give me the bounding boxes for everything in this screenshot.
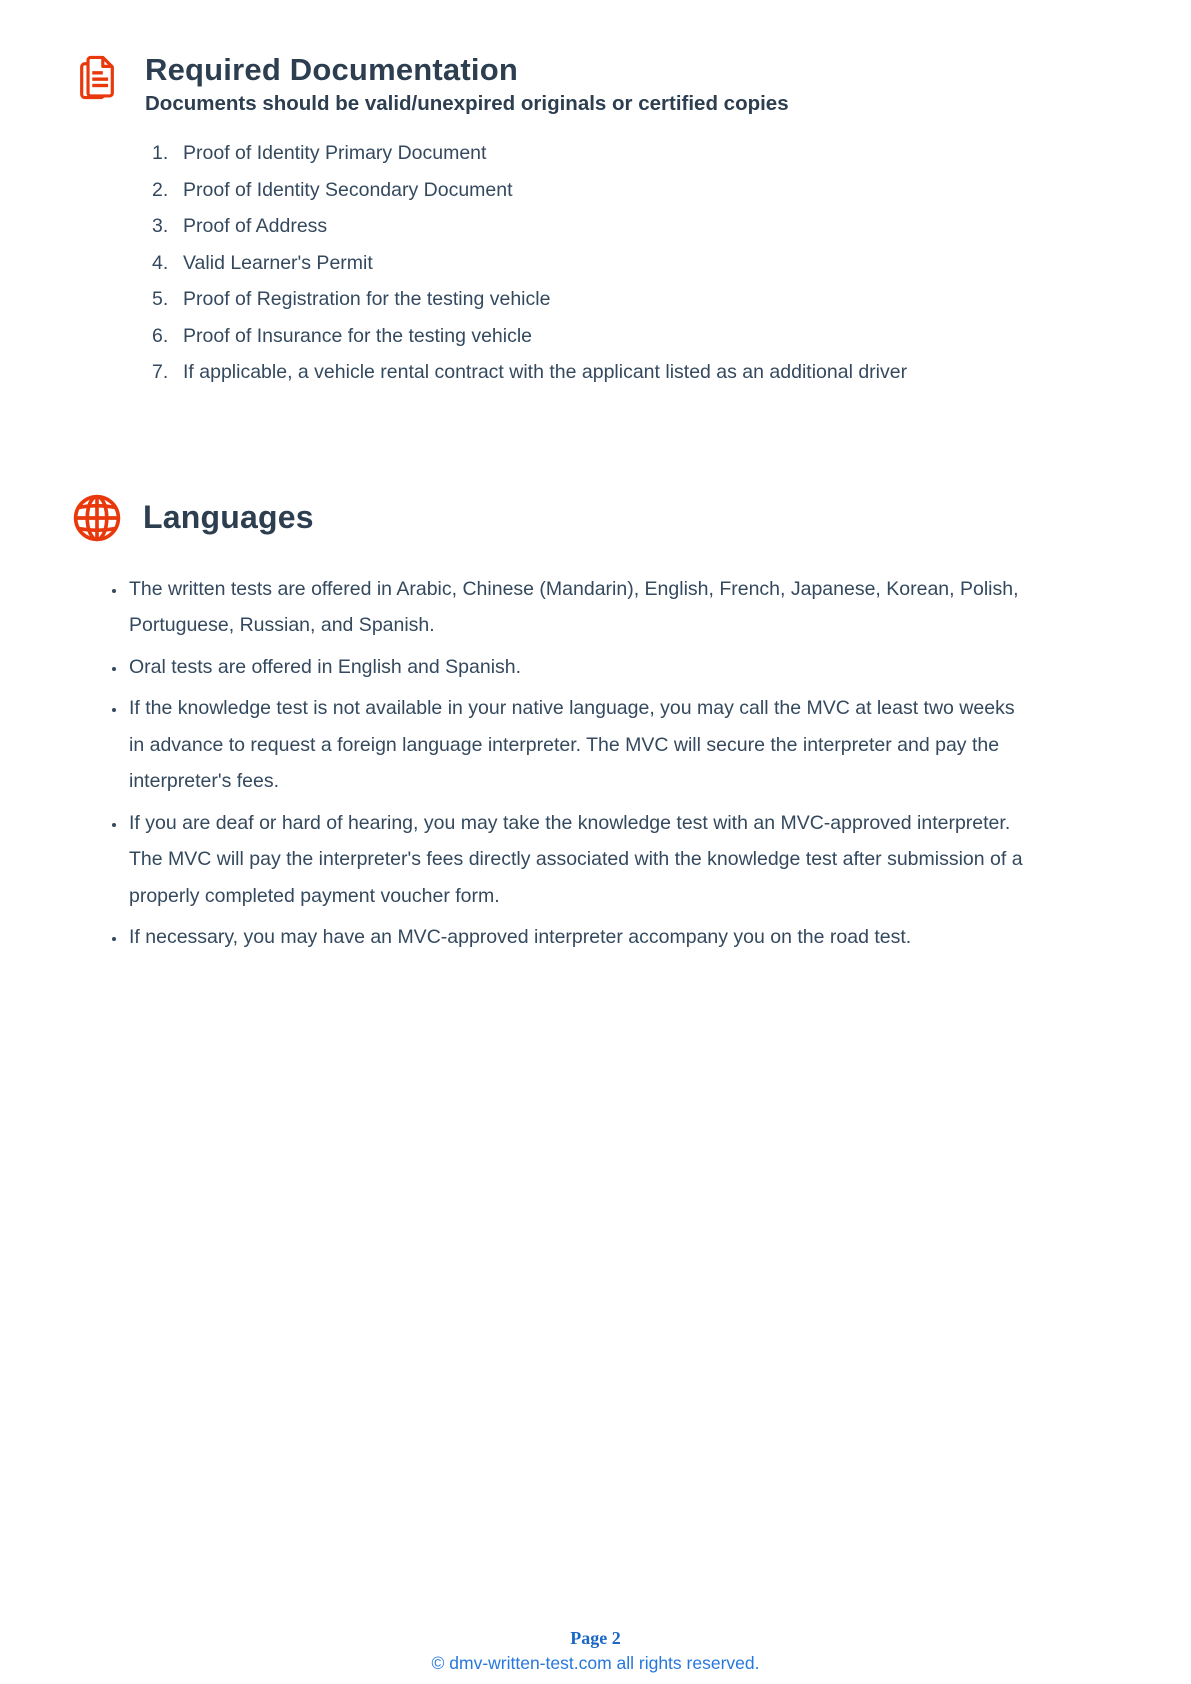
page-footer — [0, 1628, 1191, 1674]
languages-section — [78, 493, 1111, 956]
languages-list-item: • If necessary, you may have an MVC-approved interpreter accompany you on the road test. — [127, 919, 1033, 956]
languages-list-item: • If the knowledge test is not available in your native language, you may call the MVC at least two weeks in advance to request a foreign language interpreter. The MVC will secure the interpreter and pay the interpreter's fees. — [127, 690, 1033, 800]
languages-header — [78, 493, 1111, 543]
required-document-item: Valid Learner's Permit — [183, 251, 373, 274]
required-document-item: Proof of Identity Primary Document — [183, 142, 487, 165]
languages-list-item: • Oral tests are offered in English and Spanish. — [127, 649, 1033, 686]
required-documentation-header — [78, 52, 1111, 117]
copyright-notice: © dmv-written-test.com all rights reserved. — [431, 1653, 760, 1673]
section-title: Required Documentation — [145, 52, 518, 87]
languages-titles — [143, 499, 314, 536]
required-documentation-titles — [145, 52, 789, 117]
required-document-item: Proof of Identity Secondary Document — [183, 178, 513, 201]
section-subtitle: Documents should be valid/unexpired originals or certified copies — [145, 91, 789, 115]
globe-icon — [72, 493, 122, 543]
required-document-item: If applicable, a vehicle rental contract with the applicant listed as an additional driver — [183, 361, 908, 384]
required-document-item: Proof of Insurance for the testing vehicle — [183, 324, 533, 347]
section-title: Languages — [143, 499, 314, 536]
required-documents-list — [78, 135, 1088, 391]
documents-copy-icon — [78, 52, 116, 102]
required-documentation-section — [78, 52, 1111, 391]
languages-list — [78, 571, 1033, 956]
required-document-item: Proof of Address — [183, 215, 328, 238]
languages-list-item: • The written tests are offered in Arabic, Chinese (Mandarin), English, French, Japanese, Korean, Polish, Portuguese, Russian, and Spanish. — [127, 571, 1033, 644]
required-document-item: Proof of Registration for the testing vehicle — [183, 288, 551, 311]
languages-list-item: • If you are deaf or hard of hearing, you may take the knowledge test with an MVC-approved interpreter. The MVC will pay the interpreter's fees directly associated with the knowledge test after submission of a properly completed payment voucher form. — [127, 805, 1033, 915]
page-number: Page 2 — [570, 1628, 621, 1648]
